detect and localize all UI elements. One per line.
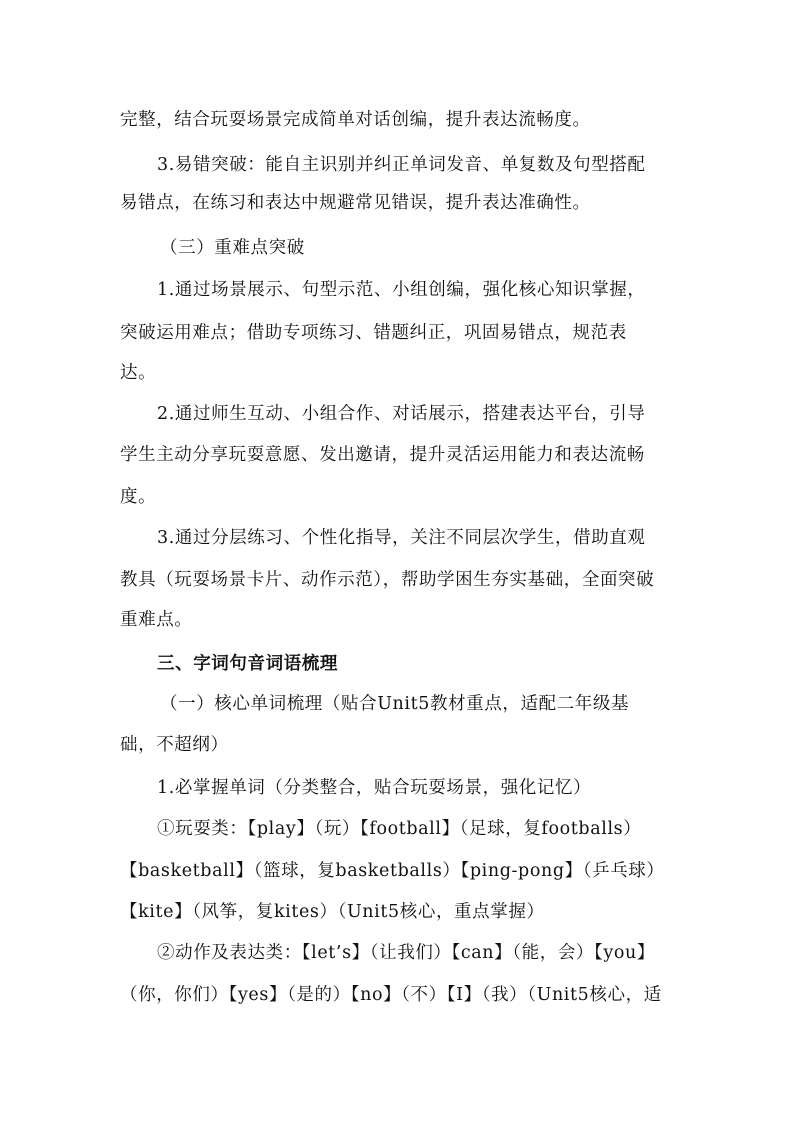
paragraph-line: 完整，结合玩耍场景完成简单对话创编，提升表达流畅度。 [120,110,591,130]
paragraph-line: 达。 [120,363,157,383]
paragraph-line: （你，你们）【yes】（是的）【no】（不）【I】（我）（Unit5核心，适 [120,985,662,1005]
paragraph-line: 础，不超纲） [120,735,229,755]
paragraph-line: 3.易错突破：能自主识别并纠正单词发音、单复数及句型搭配 [157,155,646,175]
paragraph-line: ②动作及表达类：【let’s】（让我们）【can】（能，会）【you】 [157,943,655,963]
paragraph-line: 教具（玩耍场景卡片、动作示范），帮助学困生夯实基础，全面突破 [120,570,655,590]
paragraph-line: 1.必掌握单词（分类整合，贴合玩耍场景，强化记忆） [157,778,592,798]
subsection-heading: （三）重难点突破 [160,238,305,258]
paragraph-line: 3.通过分层练习、个性化指导，关注不同层次学生，借助直观 [157,528,646,548]
paragraph-line: 易错点，在练习和表达中规避常见错误，提升表达准确性。 [120,193,591,213]
paragraph-line: 【basketball】（篮球，复basketballs）【ping-pong】（乒乓球） [120,861,665,881]
subsection-heading: （一）核心单词梳理（贴合Unit5教材重点，适配二年级基 [160,694,630,714]
paragraph-line: ①玩耍类：【play】（玩）【football】（足球，复footballs） [157,819,642,839]
section-heading: 三、字词句音词语梳理 [157,654,338,674]
paragraph-line: 重难点。 [120,610,193,630]
paragraph-line: 度。 [120,487,157,507]
paragraph-line: 1.通过场景展示、句型示范、小组创编，强化核心知识掌握， [157,280,646,300]
paragraph-line: 突破运用难点；借助专项练习、错题纠正，巩固易错点，规范表 [120,323,627,343]
paragraph-line: 2.通过师生互动、小组合作、对话展示，搭建表达平台，引导 [157,404,646,424]
paragraph-line: 学生主动分享玩耍意愿、发出邀请，提升灵活运用能力和表达流畅 [120,445,645,465]
paragraph-line: 【kite】（风筝，复kites）（Unit5核心，重点掌握） [120,902,545,922]
